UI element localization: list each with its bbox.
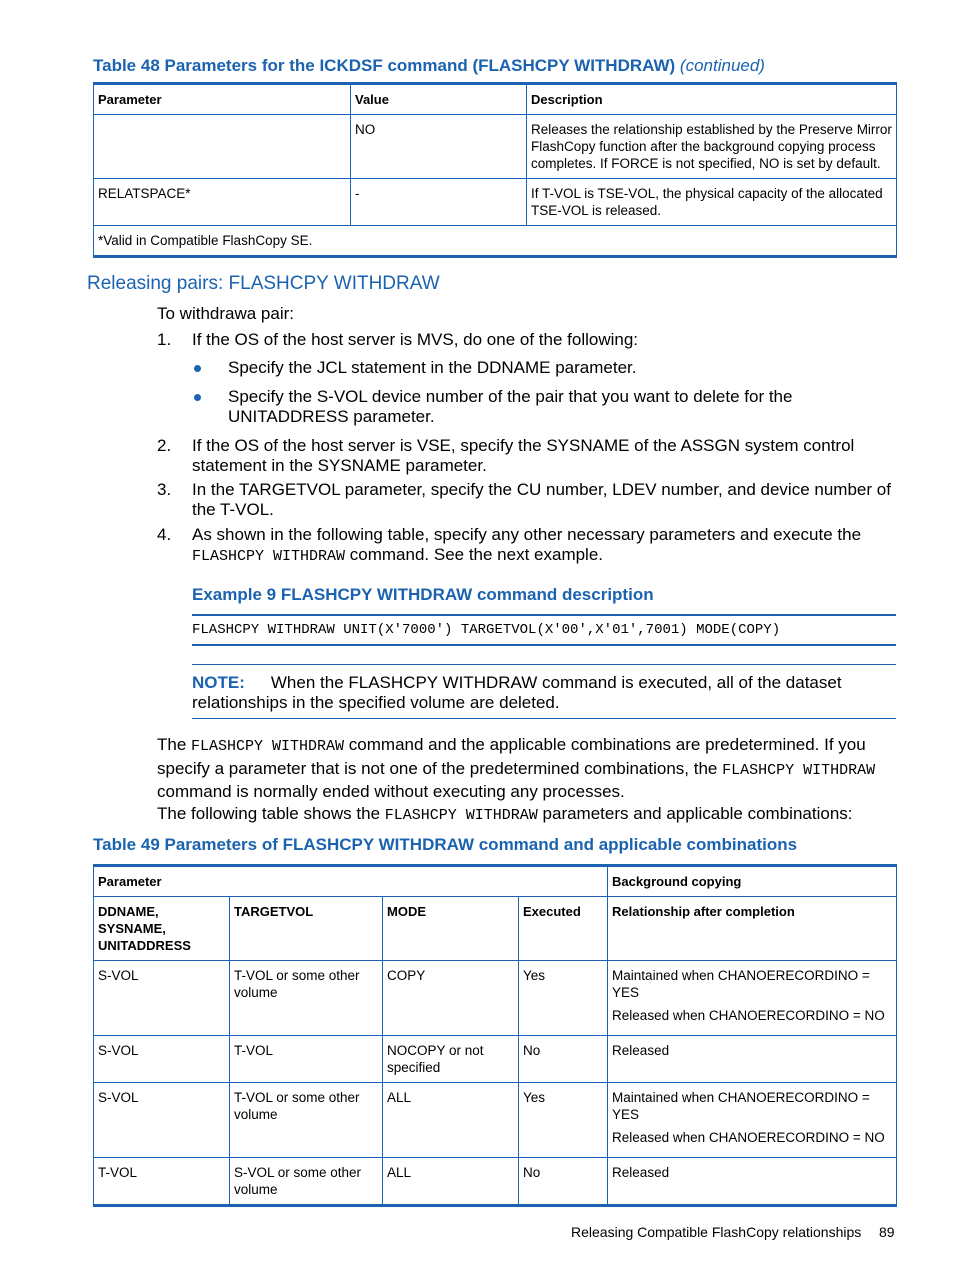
step-text: If the OS of the host server is VSE, specify the SYSNAME of the ASSGN system control statement in the SYSNAME parameter. [192, 436, 855, 475]
inline-code: FLASHCPY WITHDRAW [192, 548, 346, 565]
table49-header-background-copying: Background copying [608, 866, 897, 897]
note-text: When the FLASHCPY WITHDRAW command is executed, all of the dataset relationships in the specified volume are deleted. [192, 673, 842, 712]
footer-title: Releasing Compatible FlashCopy relationships [571, 1224, 862, 1240]
table49-cell [608, 1036, 897, 1083]
table49-cell: T-VOL [230, 1036, 383, 1083]
step-number: 3. [157, 480, 172, 499]
step-text-part: As shown in the following table, specify any other necessary parameters and execute the [192, 525, 862, 544]
paragraph [157, 804, 899, 826]
table49-cell: No [519, 1036, 608, 1083]
section-title: Releasing pairs: FLASHCPY WITHDRAW [87, 273, 440, 294]
table49-cell: ALL [383, 1083, 519, 1158]
paragraph [157, 734, 899, 803]
table48-footnote: *Valid in Compatible FlashCopy SE. [94, 226, 897, 257]
relationship-line: Released when CHANOERECORDINO = NO [612, 1130, 885, 1145]
example-bottom-rule [192, 644, 896, 646]
table49-header-relationship: Relationship after completion [608, 897, 897, 961]
step-text: If the OS of the host server is MVS, do one of the following: [192, 330, 639, 349]
table48-cell: If T-VOL is TSE-VOL, the physical capacity of the allocated TSE-VOL is released. [527, 179, 897, 226]
table48-cell [94, 115, 351, 179]
table49-cell [608, 1158, 897, 1206]
step-text: In the TARGETVOL parameter, specify the CU number, LDEV number, and device number of the T-VOL. [192, 480, 891, 519]
inline-code: FLASHCPY WITHDRAW [191, 738, 345, 755]
table49-cell: Yes [519, 1083, 608, 1158]
bullet-text: Specify the S-VOL device number of the pair that you want to delete for the UNITADDRESS parameter. [228, 387, 793, 426]
step-number: 2. [157, 436, 172, 455]
table-row [94, 1158, 897, 1206]
step-text-part: command. See the next example. [349, 545, 604, 564]
table49-cell: S-VOL [94, 1036, 230, 1083]
table49-cell [608, 961, 897, 1036]
example-top-rule [192, 614, 896, 616]
relationship-line: Maintained when CHANOERECORDINO = YES [612, 968, 870, 1000]
table48-header-description: Description [527, 84, 897, 115]
table49-cell: T-VOL or some other volume [230, 961, 383, 1036]
table48-header-row [94, 84, 897, 115]
example-code: FLASHCPY WITHDRAW UNIT(X'7000') TARGETVOL(X'00',X'01',7001) MODE(COPY) [192, 622, 781, 638]
relationship-line: Released [612, 1043, 670, 1058]
table48 [93, 82, 897, 258]
inline-code: FLASHCPY WITHDRAW [384, 807, 538, 824]
table49-cell [608, 1083, 897, 1158]
paragraph-text: command and the applicable combinations are predetermined. If you specify a parameter that is not one of the predetermined combinations, the [157, 735, 866, 778]
note-bottom-rule [192, 718, 896, 719]
table48-cell: NO [351, 115, 527, 179]
table49-header-row [94, 866, 897, 897]
bullet-icon [194, 394, 201, 401]
note-block [192, 673, 892, 713]
page-number: 89 [879, 1224, 895, 1240]
step-number: 1. [157, 330, 172, 349]
bullet-text: Specify the JCL statement in the DDNAME parameter. [228, 358, 637, 377]
table-row [94, 179, 897, 226]
table-row [94, 115, 897, 179]
paragraph-text: command is normally ended without executing any processes. [157, 782, 625, 801]
table49-cell: S-VOL or some other volume [230, 1158, 383, 1206]
relationship-line: Maintained when CHANOERECORDINO = YES [612, 1090, 870, 1122]
bullet-icon [194, 365, 201, 372]
table48-cell: RELATSPACE* [94, 179, 351, 226]
table48-cell: Releases the relationship established by the Preserve Mirror FlashCopy function after the background copying process completes. If FORCE is not specified, NO is set by default. [527, 115, 897, 179]
table49-caption: Table 49 Parameters of FLASHCPY WITHDRAW command and applicable combinations [93, 835, 798, 854]
table49-header-parameter: Parameter [94, 866, 608, 897]
table-row [94, 1036, 897, 1083]
table49-cell: No [519, 1158, 608, 1206]
table49-header-mode: MODE [383, 897, 519, 961]
table49-subheader-row [94, 897, 897, 961]
table49-header-targetvol: TARGETVOL [230, 897, 383, 961]
section-intro: To withdrawa pair: [157, 304, 295, 323]
table49-cell: S-VOL [94, 961, 230, 1036]
table48-cell: - [351, 179, 527, 226]
table49-cell: T-VOL [94, 1158, 230, 1206]
table49-cell: Yes [519, 961, 608, 1036]
table48-header-parameter: Parameter [94, 84, 351, 115]
inline-code: FLASHCPY WITHDRAW [722, 761, 876, 779]
table-row [94, 961, 897, 1036]
table49-cell: COPY [383, 961, 519, 1036]
table49 [93, 864, 897, 1207]
step-text [192, 525, 892, 567]
relationship-line: Released [612, 1165, 670, 1180]
table48-footnote-row [94, 226, 897, 257]
note-top-rule [192, 664, 896, 665]
table49-cell: NOCOPY or not specified [383, 1036, 519, 1083]
table49-cell: T-VOL or some other volume [230, 1083, 383, 1158]
table48-caption-continued: (continued) [679, 56, 765, 75]
table49-cell: S-VOL [94, 1083, 230, 1158]
paragraph-text: The following table shows the [157, 804, 381, 823]
note-label: NOTE: [192, 673, 245, 692]
table49-header-ddname: DDNAME, SYSNAME, UNITADDRESS [94, 897, 230, 961]
relationship-line: Released when CHANOERECORDINO = NO [612, 1008, 885, 1023]
table49-cell: ALL [383, 1158, 519, 1206]
table48-header-value: Value [351, 84, 527, 115]
paragraph-text: parameters and applicable combinations: [542, 804, 853, 823]
example-title: Example 9 FLASHCPY WITHDRAW command description [192, 585, 654, 604]
table49-header-executed: Executed [519, 897, 608, 961]
paragraph-text: The [157, 735, 187, 754]
table-row [94, 1083, 897, 1158]
table48-caption-text: Table 48 Parameters for the ICKDSF command (FLASHCPY WITHDRAW) [93, 56, 676, 75]
step-number: 4. [157, 525, 172, 544]
table48-caption [93, 56, 765, 76]
